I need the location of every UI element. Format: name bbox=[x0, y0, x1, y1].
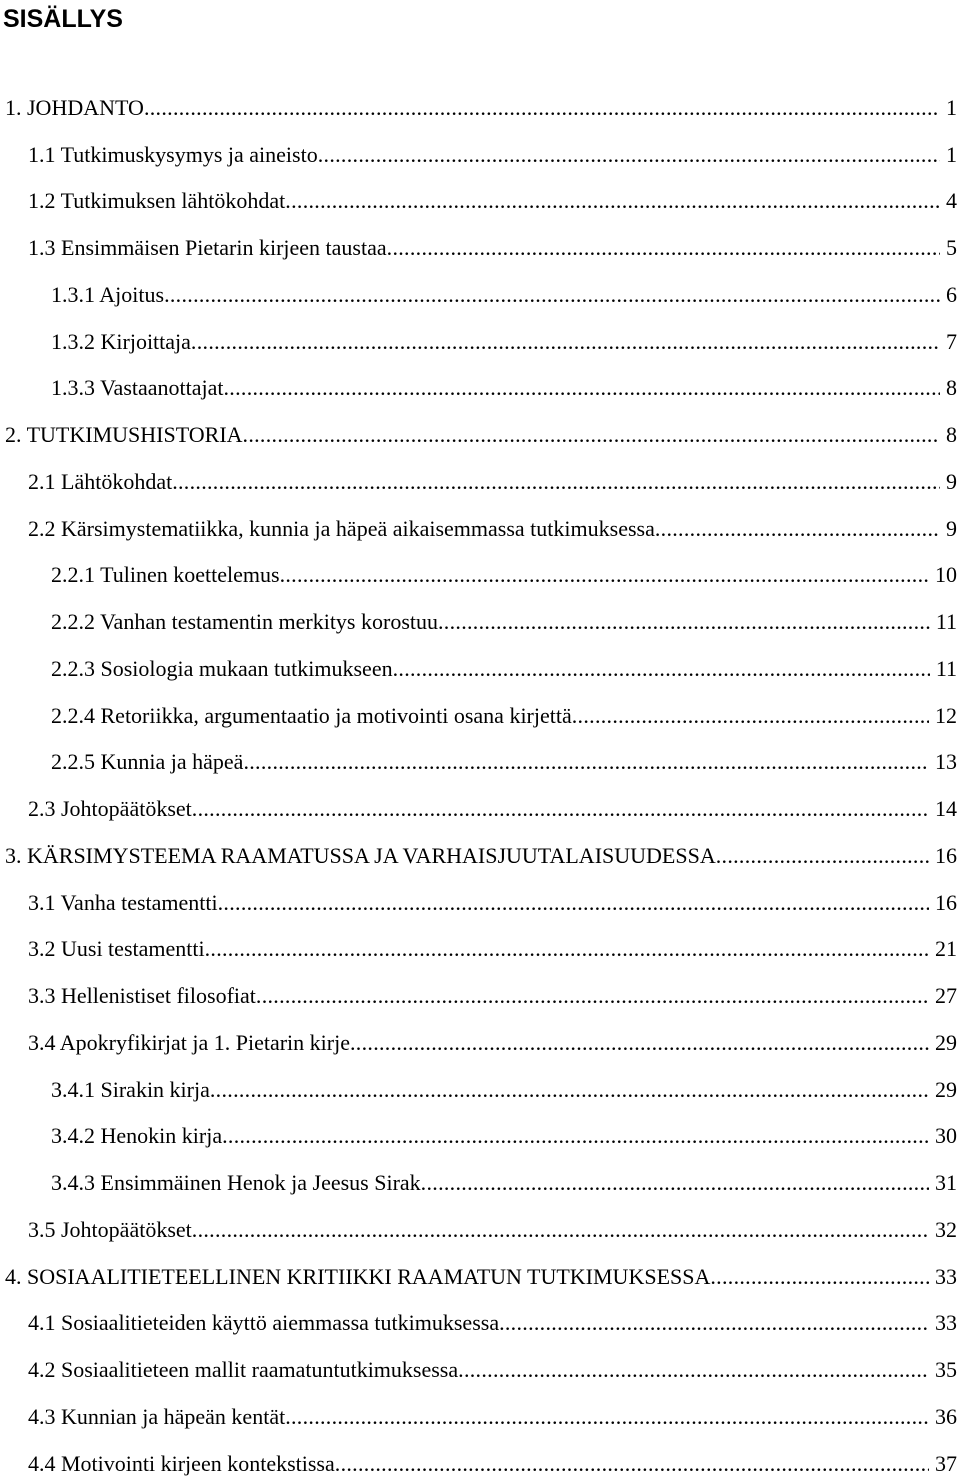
toc-entry[interactable] bbox=[28, 1214, 960, 1246]
toc-entry-label: 1.2 Tutkimuksen lähtökohdat bbox=[28, 188, 286, 213]
toc-entry-label: 3.4.3 Ensimmäinen Henok ja Jeesus Sirak bbox=[51, 1170, 421, 1195]
dot-leader bbox=[285, 185, 940, 217]
toc-entry-label: 2.2.1 Tulinen koettelemus bbox=[51, 562, 280, 587]
toc-entry[interactable] bbox=[51, 1074, 960, 1106]
toc-entry-label: 3.1 Vanha testamentti bbox=[28, 890, 218, 915]
toc-entry-label: 2. TUTKIMUSHISTORIA bbox=[5, 422, 243, 447]
toc-entry[interactable] bbox=[28, 933, 960, 965]
toc-entry-label: 2.2.3 Sosiologia mukaan tutkimukseen bbox=[51, 656, 393, 681]
toc-entry-label: 3.2 Uusi testamentti bbox=[28, 936, 205, 961]
toc-entry[interactable] bbox=[51, 746, 960, 778]
toc-entry[interactable] bbox=[28, 793, 960, 825]
toc-entry-label: 2.2.5 Kunnia ja häpeä bbox=[51, 749, 244, 774]
toc-entry-page: 16 bbox=[935, 843, 957, 868]
dot-leader bbox=[335, 1448, 929, 1480]
dot-leader bbox=[421, 1167, 929, 1199]
toc-entry-page: 16 bbox=[935, 890, 957, 915]
dot-leader bbox=[655, 513, 940, 545]
dot-leader bbox=[243, 746, 929, 778]
toc-entry-page: 36 bbox=[935, 1404, 957, 1429]
toc-entry-label: 1.3.2 Kirjoittaja bbox=[51, 329, 191, 354]
toc-entry-page: 29 bbox=[935, 1077, 957, 1102]
toc-entry[interactable] bbox=[5, 92, 960, 124]
toc-entry[interactable] bbox=[28, 980, 960, 1012]
toc-entry-label: 2.3 Johtopäätökset bbox=[28, 796, 192, 821]
toc-entry[interactable] bbox=[28, 1027, 960, 1059]
toc-entry-label: 1. JOHDANTO bbox=[5, 95, 144, 120]
toc-entry[interactable] bbox=[51, 700, 960, 732]
toc-entry-page: 5 bbox=[946, 235, 957, 260]
dot-leader bbox=[224, 372, 941, 404]
toc-entry[interactable] bbox=[51, 559, 960, 591]
toc-entry-label: 3.4.1 Sirakin kirja bbox=[51, 1077, 210, 1102]
dot-leader bbox=[256, 980, 929, 1012]
toc-entry[interactable] bbox=[28, 1354, 960, 1386]
toc-entry-label: 4.4 Motivointi kirjeen kontekstissa bbox=[28, 1451, 335, 1476]
dot-leader bbox=[164, 279, 940, 311]
toc-entry-page: 11 bbox=[935, 656, 957, 681]
toc-entry-page: 13 bbox=[935, 749, 957, 774]
toc-entry-page: 1 bbox=[946, 95, 957, 120]
toc-entry-label: 3.4.2 Henokin kirja bbox=[51, 1123, 223, 1148]
toc-entry-label: 2.2 Kärsimystematiikka, kunnia ja häpeä aikaisemmassa tutkimuksessa bbox=[28, 516, 655, 541]
dot-leader bbox=[205, 933, 929, 965]
toc-entry-page: 9 bbox=[946, 516, 957, 541]
toc-entry-label: 4.1 Sosiaalitieteiden käyttö aiemmassa tutkimuksessa bbox=[28, 1310, 500, 1335]
toc-entry[interactable] bbox=[28, 139, 960, 171]
dot-leader bbox=[458, 1354, 929, 1386]
toc-entry-page: 14 bbox=[935, 796, 957, 821]
dot-leader bbox=[285, 1401, 929, 1433]
toc-entry[interactable] bbox=[51, 606, 960, 638]
toc-entry-label: 3.3 Hellenistiset filosofiat bbox=[28, 983, 256, 1008]
dot-leader bbox=[280, 559, 929, 591]
toc-entry[interactable] bbox=[28, 1307, 960, 1339]
dot-leader bbox=[318, 139, 940, 171]
toc-entry-page: 1 bbox=[946, 142, 957, 167]
toc-heading: SISÄLLYS bbox=[3, 5, 123, 33]
toc-entry[interactable] bbox=[51, 653, 960, 685]
toc-entry-page: 27 bbox=[935, 983, 957, 1008]
toc-entry[interactable] bbox=[51, 1120, 960, 1152]
toc-entry-page: 33 bbox=[935, 1310, 957, 1335]
toc-entry[interactable] bbox=[28, 232, 960, 264]
toc-entry-label: 4.2 Sosiaalitieteen mallit raamatuntutkimuksessa bbox=[28, 1357, 459, 1382]
dot-leader bbox=[192, 793, 929, 825]
toc-entry-page: 33 bbox=[935, 1264, 957, 1289]
toc-entry[interactable] bbox=[51, 372, 960, 404]
dot-leader bbox=[218, 887, 929, 919]
toc-entry-page: 32 bbox=[935, 1217, 957, 1242]
toc-entry-page: 10 bbox=[935, 562, 957, 587]
dot-leader bbox=[393, 653, 930, 685]
toc-entry[interactable] bbox=[28, 887, 960, 919]
dot-leader bbox=[172, 466, 940, 498]
toc-entry[interactable] bbox=[51, 326, 960, 358]
toc-entry-label: 1.1 Tutkimuskysymys ja aineisto bbox=[28, 142, 318, 167]
dot-leader bbox=[716, 840, 929, 872]
toc-entry[interactable] bbox=[5, 1261, 960, 1293]
toc-entry[interactable] bbox=[5, 419, 960, 451]
dot-leader bbox=[387, 232, 940, 264]
toc-entry-page: 12 bbox=[935, 703, 957, 728]
toc-entry-label: 1.3.1 Ajoitus bbox=[51, 282, 165, 307]
dot-leader bbox=[243, 419, 940, 451]
toc-entry-page: 9 bbox=[946, 469, 957, 494]
toc-entry-page: 31 bbox=[935, 1170, 957, 1195]
toc-entry-label: 2.2.2 Vanhan testamentin merkitys korostuu bbox=[51, 609, 438, 634]
toc-entry-label: 3.5 Johtopäätökset bbox=[28, 1217, 192, 1242]
toc-entry-label: 3. KÄRSIMYSTEEMA RAAMATUSSA JA VARHAISJUUTALAISUUDESSA bbox=[5, 843, 716, 868]
dot-leader bbox=[499, 1307, 929, 1339]
dot-leader bbox=[192, 1214, 929, 1246]
toc-entry-page: 21 bbox=[935, 936, 957, 961]
dot-leader bbox=[144, 92, 940, 124]
toc-entry-page: 35 bbox=[935, 1357, 957, 1382]
toc-entry[interactable] bbox=[51, 1167, 960, 1199]
toc-entry-page: 37 bbox=[935, 1451, 957, 1476]
dot-leader bbox=[350, 1027, 929, 1059]
dot-leader bbox=[710, 1261, 929, 1293]
toc-entry-page: 4 bbox=[946, 188, 957, 213]
toc-entry[interactable] bbox=[28, 1401, 960, 1433]
toc-entry[interactable] bbox=[5, 840, 960, 872]
dot-leader bbox=[210, 1074, 929, 1106]
toc-entry-label: 4. SOSIAALITIETEELLINEN KRITIIKKI RAAMATUN TUTKIMUKSESSA bbox=[5, 1264, 711, 1289]
dot-leader bbox=[438, 606, 930, 638]
toc-entry-page: 30 bbox=[935, 1123, 957, 1148]
toc-entry-page: 29 bbox=[935, 1030, 957, 1055]
toc-entry-page: 6 bbox=[946, 282, 957, 307]
toc-entry[interactable] bbox=[28, 466, 960, 498]
dot-leader bbox=[191, 326, 940, 358]
dot-leader bbox=[222, 1120, 929, 1152]
toc-entry-label: 2.1 Lähtökohdat bbox=[28, 469, 173, 494]
toc-entry-label: 1.3.3 Vastaanottajat bbox=[51, 375, 224, 400]
toc-entry-page: 11 bbox=[935, 609, 957, 634]
toc-entry-page: 7 bbox=[946, 329, 957, 354]
toc-entry-label: 2.2.4 Retoriikka, argumentaatio ja motivointi osana kirjettä bbox=[51, 703, 572, 728]
toc-entry-page: 8 bbox=[946, 422, 957, 447]
toc-entry[interactable] bbox=[51, 279, 960, 311]
toc-entry[interactable] bbox=[28, 513, 960, 545]
toc-entry-label: 4.3 Kunnian ja häpeän kentät bbox=[28, 1404, 286, 1429]
toc-entry-label: 3.4 Apokryfikirjat ja 1. Pietarin kirje bbox=[28, 1030, 350, 1055]
toc-entry-page: 8 bbox=[946, 375, 957, 400]
dot-leader bbox=[572, 700, 929, 732]
toc-entry-label: 1.3 Ensimmäisen Pietarin kirjeen taustaa bbox=[28, 235, 387, 260]
toc-entry[interactable] bbox=[28, 185, 960, 217]
toc-entry[interactable] bbox=[28, 1448, 960, 1480]
